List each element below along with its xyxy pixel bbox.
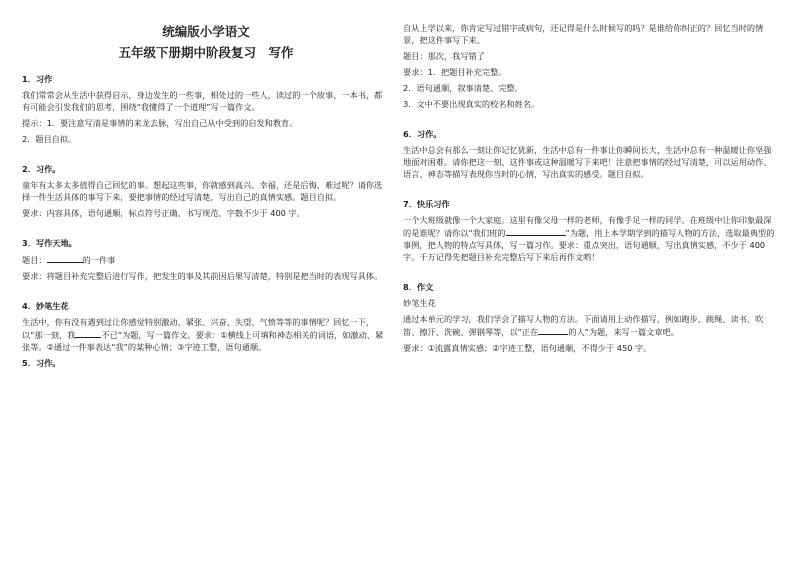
section-2-prompt: 童年有太多太多值得自己回忆的事。想起这些事，你就感到高兴、幸福，还是后悔、难过呢？请你选择一件生活具体的事写下来，要把事情的经过写清楚，写出自己的真情实感。题目自拟。	[22, 180, 383, 202]
section-5-title: 题目：那次，我写错了	[403, 51, 485, 61]
section-7-prompt	[403, 214, 775, 263]
section-7-heading: 7．快乐习作	[403, 199, 450, 209]
section-1	[22, 73, 390, 145]
document-title	[22, 0, 390, 61]
section-4-prompt-end: 不已”为题，写一篇作文。要求：①横线上可填和神态相关的词语，如激动、紧张等。②通过一件事表达“我”的某种心情；③字迹工整，语句通顺。	[22, 330, 384, 352]
section-3-title-line	[22, 253, 390, 266]
section-3-requirements: 要求：将题目补充完整后进行写作，把发生的事及其前因后果写清楚，特别是把当时的表现写具体。	[22, 271, 383, 281]
section-8-prompt-start: 通过本单元的学习，我们学会了描写人物的方法。下面请用上动作描写，例如跑步、跳绳、读书、吹笛、擦汗、洗碗、弹钢琴等，以“正在	[403, 314, 764, 337]
section-5-body	[403, 22, 775, 110]
title-line-1: 统编版小学语文	[162, 24, 250, 39]
section-5-heading: 5．习作。	[22, 358, 61, 368]
section-7-prompt-end: ”为题，用上本学期学到的描写人物的方法，选取最典型的事例，把人物的特点写具体，写一篇习作。要求：重点突出，语句通顺，写出真情实感，不少于 400 字。千万记得先把题目补充完整后写下来后再作文哟！	[403, 228, 775, 262]
section-2	[22, 163, 390, 219]
section-7	[403, 198, 775, 263]
section-7-title-blank	[506, 226, 566, 236]
section-6-heading: 6．习作。	[403, 129, 442, 139]
section-5-req-2: 2．语句通顺，叙事清楚、完整。	[403, 83, 523, 93]
section-4-title-blank	[75, 328, 101, 338]
section-3-title-blank	[47, 253, 83, 263]
section-4-prompt-start: 生活中，你有没有遇到过让你感觉特别激动、紧张、兴奋、失望、气愤等等的事情呢？回忆一下，以“那一刻，我	[22, 317, 375, 340]
section-8-prompt	[403, 313, 775, 338]
section-8-title-blank	[538, 325, 568, 335]
right-column	[403, 0, 775, 358]
section-8-requirements: 要求：①流露真情实感；②字迹工整，语句通顺，不得少于 450 字。	[403, 343, 652, 353]
section-5-req-1: 要求：1．把题目补充完整。	[403, 67, 507, 77]
section-2-heading: 2．习作。	[22, 164, 61, 174]
section-5-req-3: 3．文中不要出现真实的校名和姓名。	[403, 99, 540, 109]
section-8	[403, 281, 775, 354]
section-6	[403, 128, 775, 180]
section-1-heading: 1．习作	[22, 74, 53, 84]
section-1-title-note: 2．题目自拟。	[22, 134, 77, 144]
section-3	[22, 237, 390, 282]
section-6-prompt: 生活中总会有那么一刻让你记忆犹新，生活中总有一件事让你瞬间长大，生活中总有一种温暖让你坚强地面对困难。请你把这一刻、这件事或这种温暖写下来吧！注意把事情的经过写清楚，可以运用动作、语言、神态等描写表现你当时的心情，写出真实的感受。题目自拟。	[403, 145, 772, 179]
section-1-hint: 提示：1．要注意写清是事情的来龙去脉，写出自己从中受到的启发和教育。	[22, 118, 298, 128]
section-7-prompt-start: 一个大班级就像一个大家庭。这里有像父母一样的老师，有像手足一样的同学。在班级中让你印象最深的是谁呢？请你以“我们班的	[403, 215, 772, 238]
section-3-title-prefix: 题目：	[22, 255, 47, 265]
section-2-requirements: 要求：内容具体，语句通顺，标点符号正确，书写规范，字数不少于 400 字。	[22, 208, 305, 218]
section-5-prompt: 自从上学以来，你肯定写过错字或病句，还记得是什么时候写的吗？是谁给你纠正的？回忆当时的情景，把这件事写下来。	[403, 23, 764, 45]
title-line-2: 五年级下册期中阶段复习 写作	[118, 45, 294, 60]
section-3-heading: 3．写作天地。	[22, 238, 77, 248]
section-4-heading: 4．妙笔生花	[22, 301, 69, 311]
section-8-heading: 8．作文	[403, 282, 434, 292]
section-1-prompt: 我们常常会从生活中获得启示，身边发生的一些事，相处过的一些人，读过的一个故事、一本书，都有可能会引发我们的思考，围绕“我懂得了一个道理”写一篇作文。	[22, 90, 383, 112]
section-4	[22, 300, 390, 353]
section-4-prompt	[22, 316, 390, 353]
section-8-subtitle: 妙笔生花	[403, 298, 436, 308]
section-8-prompt-end: 的人”为题，来写一篇文章吧。	[568, 327, 679, 337]
left-column	[22, 0, 390, 373]
section-3-title-suffix: 的一件事	[82, 255, 116, 265]
